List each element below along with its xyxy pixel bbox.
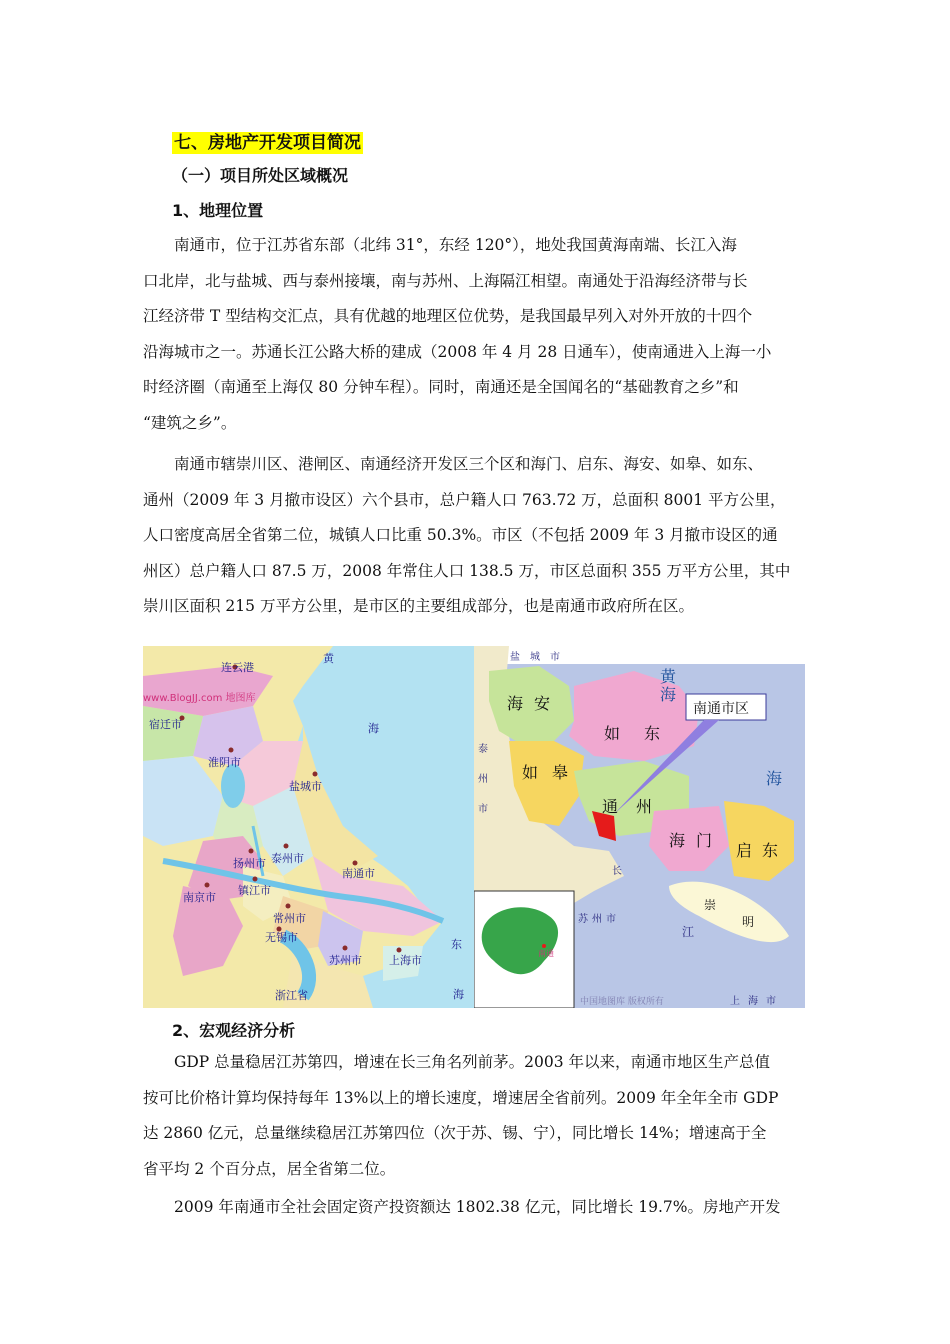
paragraph-location xyxy=(143,228,823,441)
label-zhejiang: 浙江省 xyxy=(275,989,308,1002)
inset-label: 南通 xyxy=(538,949,554,958)
label-yancheng-1: 盐 xyxy=(510,652,520,663)
label-sea-hai2: 海 xyxy=(453,988,464,1001)
label-sea-hai-east: 海 xyxy=(766,769,783,788)
inset-caption: 中国地图库 版权所有 xyxy=(580,997,664,1007)
label-sea-huang: 黄 xyxy=(660,667,677,686)
text-line: 口北岸，北与盐城、西与泰州接壤，南与苏州、上海隔江相望。南通处于沿海经济带与长 xyxy=(143,271,748,290)
label-taizhou: 泰州市 xyxy=(271,852,304,865)
text-line: 2009 年南通市全社会固定资产投资额达 1802.38 亿元，同比增长 19.7%。房地产开发 xyxy=(174,1198,781,1216)
label-jiang: 江 xyxy=(682,925,695,939)
label-qidong-2: 东 xyxy=(762,841,779,860)
label-shanghai-1: 上 xyxy=(730,996,740,1007)
maps-figure xyxy=(143,646,805,1008)
map-watermark: www.BlogJJ.com 地图库 xyxy=(143,693,256,704)
section-heading: 七、房地产开发项目简况 xyxy=(174,133,361,153)
label-rugao-2: 皋 xyxy=(552,763,569,782)
label-sea-hai: 海 xyxy=(660,685,677,704)
text-line: 州区）总户籍人口 87.5 万，2008 年常住人口 138.5 万，市区总面积 355 万平方公里，其中 xyxy=(143,561,791,580)
text-line: 沿海城市之一。苏通长江公路大桥的建成（2008 年 4 月 28 日通车），使南通进入上海一小 xyxy=(143,342,772,361)
label-shanghai: 上海市 xyxy=(389,954,422,967)
callout-urban-area: 南通市区 xyxy=(693,701,749,717)
label-suzhou-2: 州 xyxy=(592,914,602,925)
label-changzhou: 常州市 xyxy=(273,912,306,925)
paragraph-districts xyxy=(143,447,823,625)
label-sea-hai: 海 xyxy=(368,722,379,735)
text-line: 江经济带 T 型结构交汇点，具有优越的地理区位优势，是我国最早列入对外开放的十四个 xyxy=(143,307,753,325)
label-rugao-1: 如 xyxy=(522,763,539,782)
heading-geographic-location: 1、地理位置 xyxy=(172,201,264,220)
label-shanghai-3: 市 xyxy=(766,996,776,1007)
label-yancheng-2: 城 xyxy=(530,652,540,663)
text-line: 达 2860 亿元，总量继续稳居江苏第四位（次于苏、锡、宁），同比增长 14%；增速高于全 xyxy=(143,1124,767,1142)
subsection-heading: （一）项目所处区域概况 xyxy=(172,166,349,185)
text-line: 崇川区面积 215 万平方公里，是市区的主要组成部分，也是南通市政府所在区。 xyxy=(143,597,694,615)
label-suqian: 宿迁市 xyxy=(149,718,182,731)
label-nanjing: 南京市 xyxy=(183,891,216,904)
heading-macro-economy: 2、宏观经济分析 xyxy=(172,1021,296,1040)
nantong-map xyxy=(474,646,805,1008)
label-yancheng-3: 市 xyxy=(550,652,560,663)
label-haimen-2: 门 xyxy=(696,831,713,850)
text-line: 通州（2009 年 3 月撤市设区）六个县市，总户籍人口 763.72 万，总面积 8001 平方公里， xyxy=(143,490,786,509)
label-tongzhou-2: 州 xyxy=(636,797,653,816)
label-yangzhou: 扬州市 xyxy=(233,857,266,870)
label-suzhou-3: 市 xyxy=(606,914,616,925)
label-taizhou-3: 市 xyxy=(478,804,488,815)
text-line: 人口密度高居全省第二位，城镇人口比重 50.3%。市区（不包括 2009 年 3 月撤市设区的通 xyxy=(143,526,778,544)
label-sea-dong: 东 xyxy=(451,938,462,951)
label-yancheng: 盐城市 xyxy=(289,780,322,793)
paragraph-gdp xyxy=(143,1045,823,1187)
label-huaiyin: 淮阴市 xyxy=(208,756,241,769)
label-wuxi: 无锡市 xyxy=(265,931,298,944)
label-rudong-2: 东 xyxy=(644,724,661,743)
text-line: 南通市，位于江苏省东部（北纬 31°，东经 120°），地处我国黄海南端、长江入海 xyxy=(174,236,737,254)
text-line: 南通市辖崇川区、港闸区、南通经济开发区三个区和海门、启东、海安、如皋、如东、 xyxy=(174,455,764,473)
label-taizhou-1: 泰 xyxy=(478,744,488,755)
label-shanghai-2: 海 xyxy=(748,996,758,1007)
label-haian-2: 安 xyxy=(534,694,551,713)
label-sea-huang: 黄 xyxy=(323,652,334,665)
text-line: 省平均 2 个百分点，居全省第二位。 xyxy=(143,1159,396,1178)
label-chongming-2: 明 xyxy=(742,915,755,929)
label-tongzhou-1: 通 xyxy=(602,797,619,816)
label-suzhou: 苏州市 xyxy=(329,954,362,967)
label-chongming-1: 崇 xyxy=(704,898,717,912)
jiangsu-map xyxy=(143,646,474,1008)
text-line: 按可比价格计算均保持每年 13%以上的增长速度，增速居全省前列。2009 年全年全市 GDP xyxy=(143,1088,779,1107)
text-line: GDP 总量稳居江苏第四，增速在长三角名列前茅。2003 年以来，南通市地区生产总值 xyxy=(174,1053,771,1071)
paragraph-investment xyxy=(143,1190,823,1226)
label-haimen-1: 海 xyxy=(669,831,686,850)
label-taizhou-2: 州 xyxy=(478,774,488,785)
text-line: “建筑之乡”。 xyxy=(143,413,237,432)
label-haian-1: 海 xyxy=(507,694,524,713)
label-rudong-1: 如 xyxy=(604,724,621,743)
text-line: 时经济圈（南通至上海仅 80 分钟车程）。同时，南通还是全国闻名的“基础教育之乡”和 xyxy=(143,378,739,396)
label-qidong-1: 启 xyxy=(736,841,753,860)
label-zhenjiang: 镇江市 xyxy=(238,884,271,897)
label-nantong: 南通市 xyxy=(342,867,375,880)
label-suzhou-1: 苏 xyxy=(578,914,588,925)
label-lianyungang: 连云港 xyxy=(221,661,254,674)
label-chang: 长 xyxy=(612,866,622,877)
